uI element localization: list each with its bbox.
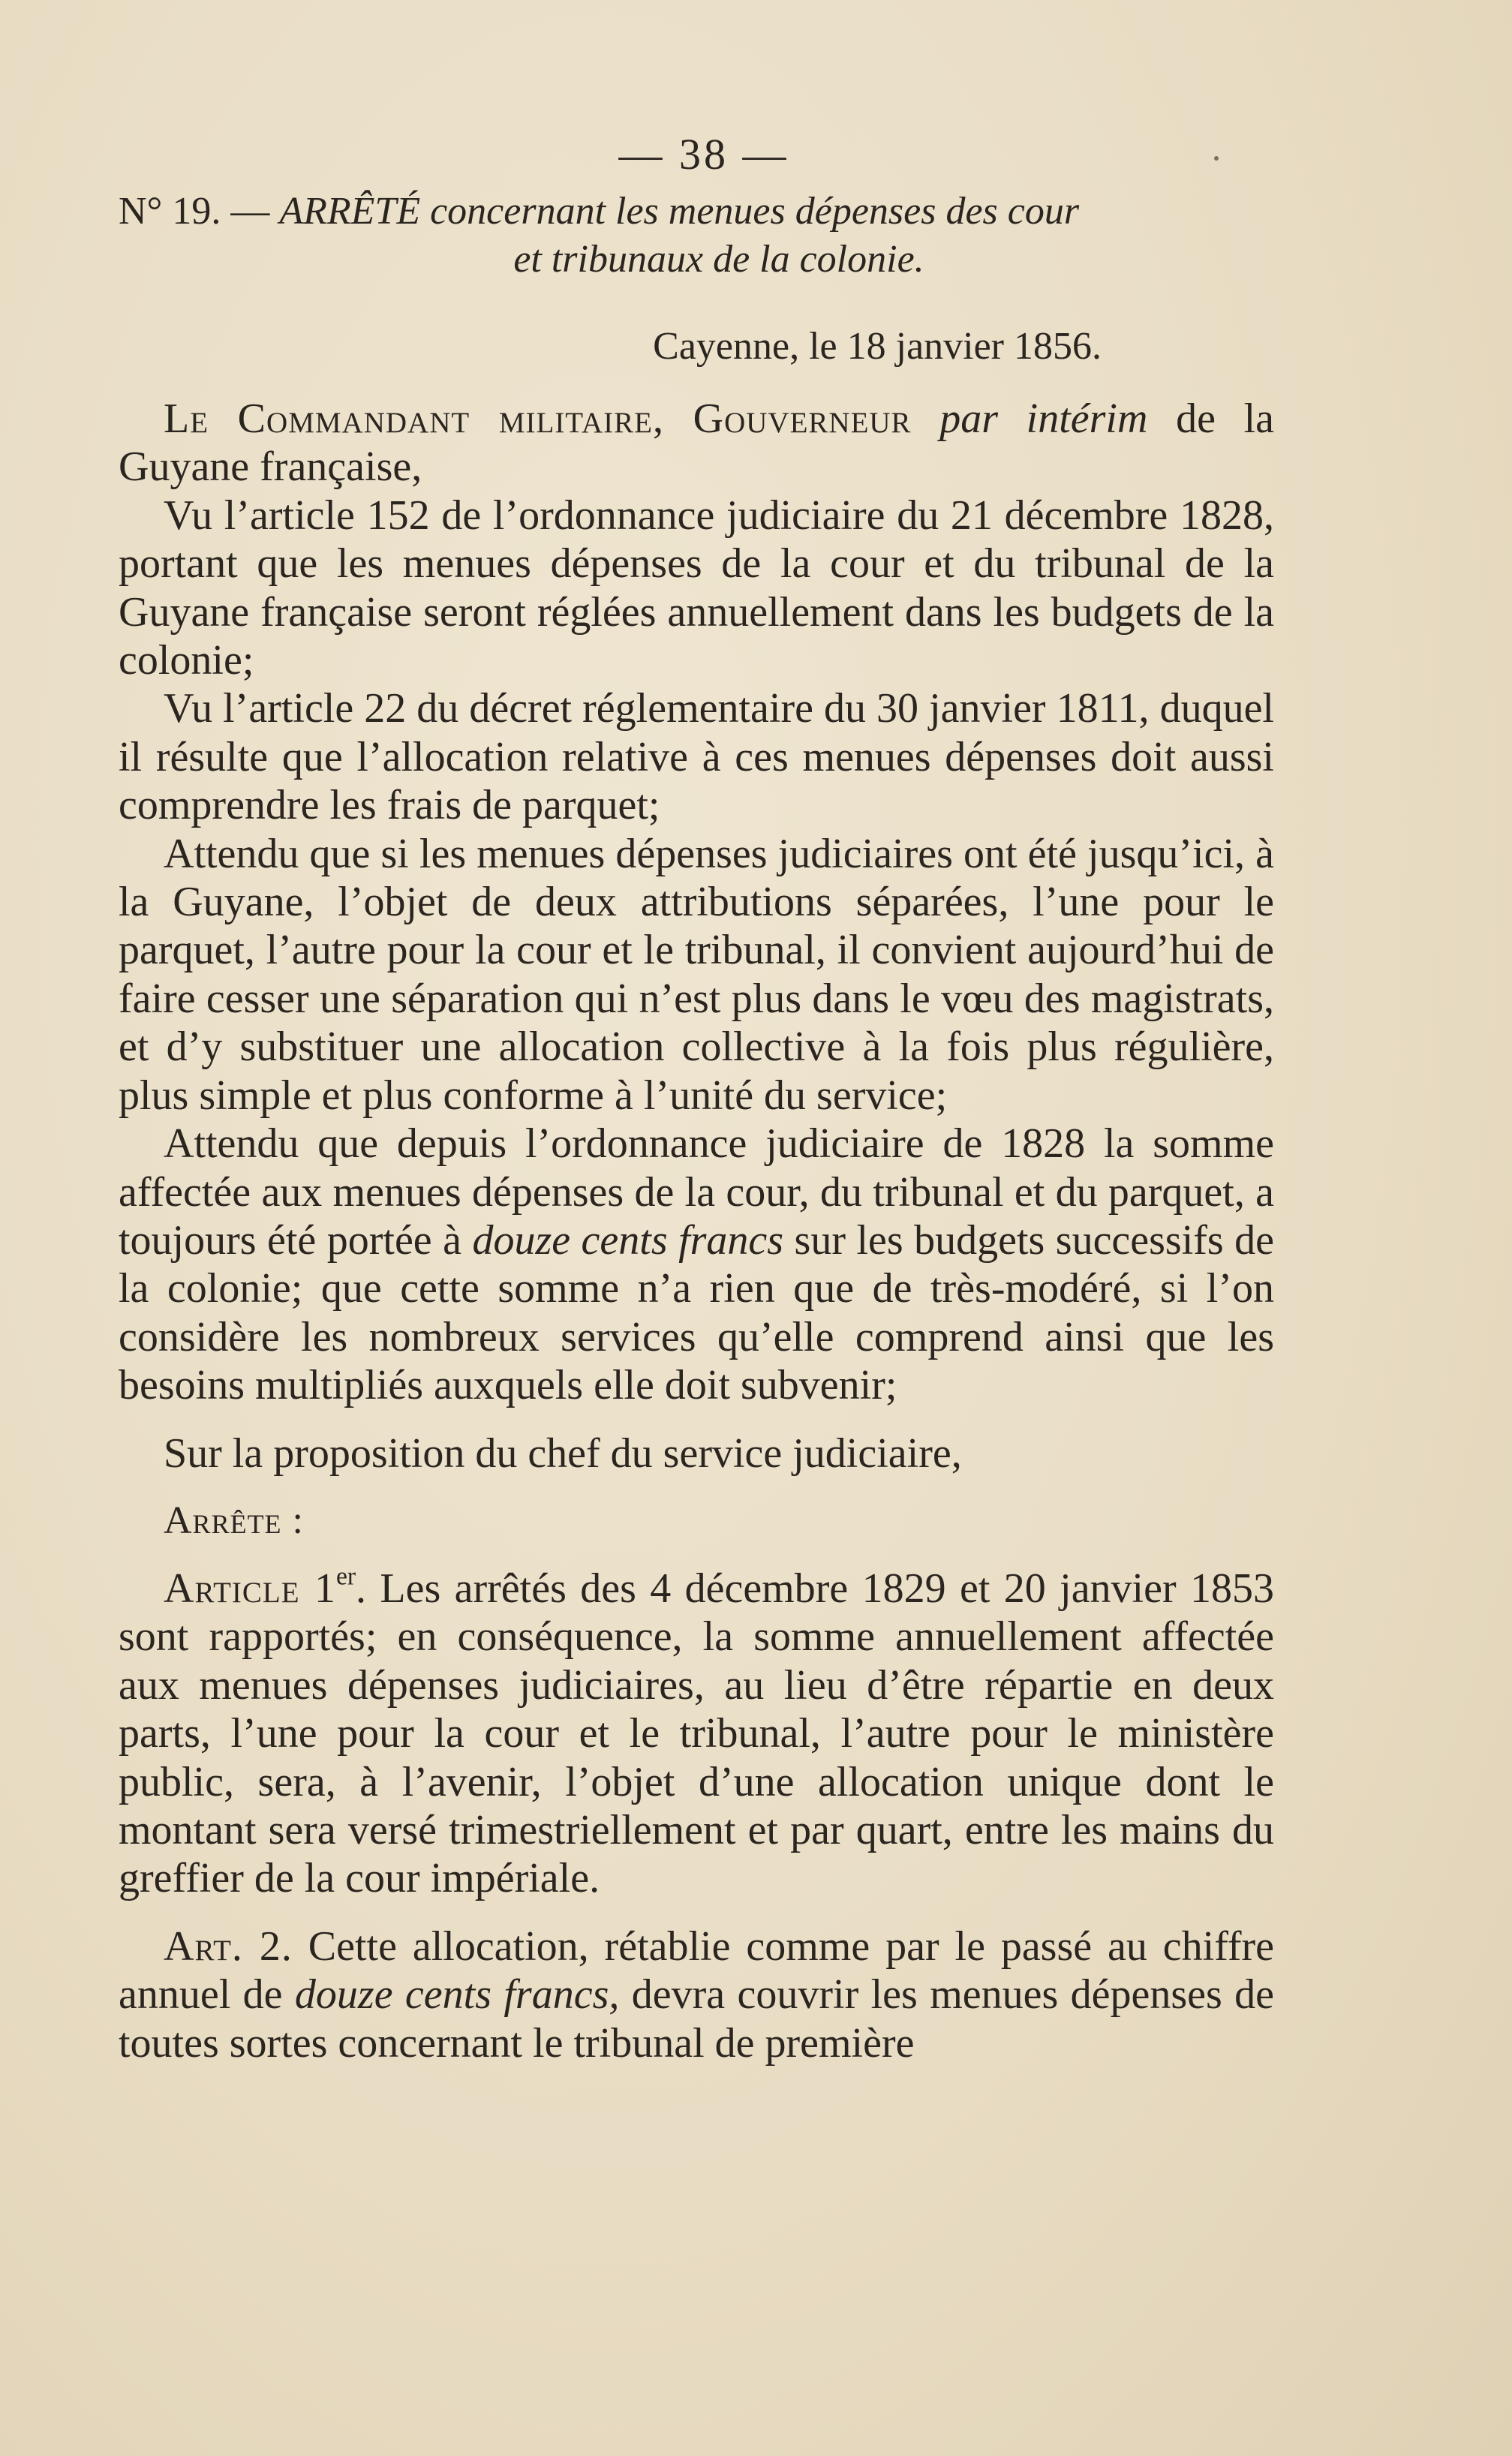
preamble bbox=[119, 395, 1274, 492]
article-2-after: devra couvrir les menues dépenses de toutes sortes concernant le tribunal de première bbox=[119, 1971, 1275, 2067]
article-2 bbox=[119, 1922, 1274, 2067]
arrete-label: Arrête : bbox=[164, 1499, 304, 1542]
sur-la-proposition: Sur la proposition du chef du service judiciaire, bbox=[164, 1429, 962, 1477]
article-2-before: Cette allocation, rétablie comme par le passé au chiffre annuel de bbox=[119, 1922, 1275, 2019]
authority-interim: par intérim bbox=[939, 395, 1148, 442]
authority-place: de la Guyane française, bbox=[119, 395, 1275, 491]
article-1-label: Article 1 bbox=[164, 1565, 336, 1612]
heading-number: N° 19. — bbox=[119, 190, 270, 233]
place-date: Cayenne, le 18 janvier 1856. bbox=[653, 325, 1102, 368]
attendu-somme-amount: douze cents francs bbox=[472, 1216, 784, 1264]
article-2-amount: douze cents francs, bbox=[294, 1971, 620, 2019]
attendu-separation: Attendu que si les menues dépenses judiciaires ont été jusqu’ici, à la Guyane, l’objet de deux attributions séparées, l’une pour le parquet, l’autre pour la cour et le tribunal, il convient aujourd’hui de faire cesser une séparation qui n’est plus dans le vœu des magistrats, et d’y substituer une allocation collective à la fois plus régulière, plus simple et plus conforme à l’unité du service; bbox=[119, 830, 1274, 1119]
vu-article-152: Vu l’article 152 de l’ordonnance judiciaire du 21 décembre 1828, portant que les menues dépenses de la cour et du tribunal de la Guyane française seront réglées annuellement dans les budgets de la colonie; bbox=[119, 492, 1274, 684]
article-1-sup: er bbox=[335, 1562, 356, 1591]
attendu-somme-before: Attendu que depuis l’ordonnance judiciaire de 1828 la somme affectée aux menues dépenses de la cour, du tribunal et du parquet, a toujours été portée à bbox=[119, 1120, 1274, 1264]
page-number: — 38 — bbox=[618, 130, 789, 179]
document-heading bbox=[119, 188, 1274, 284]
article-1-text: . Les arrêtés des 4 décembre 1829 et 20 janvier 1853 sont rapportés; en conséquence, la somme annuellement affectée aux menues dépenses judiciaires, au lieu d’être répartie en deux parts, l’une pour la cour et le tribunal, l’autre pour le ministère public, sera, à l’avenir, l’objet d’une allocation unique dont le montant sera versé trimestriellement et par quart, entre les mains du greffier de la cour impériale. bbox=[119, 1565, 1274, 1902]
heading-title-line2: et tribunaux de la colonie. bbox=[513, 238, 924, 281]
attendu-somme-after: sur les budgets successifs de la colonie; que cette somme n’a rien que de très-modéré, si l’on considère les nombreux services qu’elle comprend ainsi que les besoins multipliés auxquels elle doit subvenir; bbox=[119, 1216, 1275, 1409]
article-1 bbox=[119, 1562, 1274, 1903]
attendu-somme bbox=[119, 1120, 1274, 1409]
article-2-label: Art. 2. bbox=[164, 1922, 293, 1970]
authority-title: Le Commandant militaire, Gouverneur bbox=[164, 395, 912, 442]
document-page bbox=[119, 128, 1274, 2067]
heading-title-line1: ARRÊTÉ concernant les menues dépenses des cour bbox=[279, 190, 1080, 233]
vu-article-22: Vu l’article 22 du décret réglementaire du 30 janvier 1811, duquel il résulte que l’allocation relative à ces menues dépenses doit aussi comprendre les frais de parquet; bbox=[119, 685, 1274, 829]
